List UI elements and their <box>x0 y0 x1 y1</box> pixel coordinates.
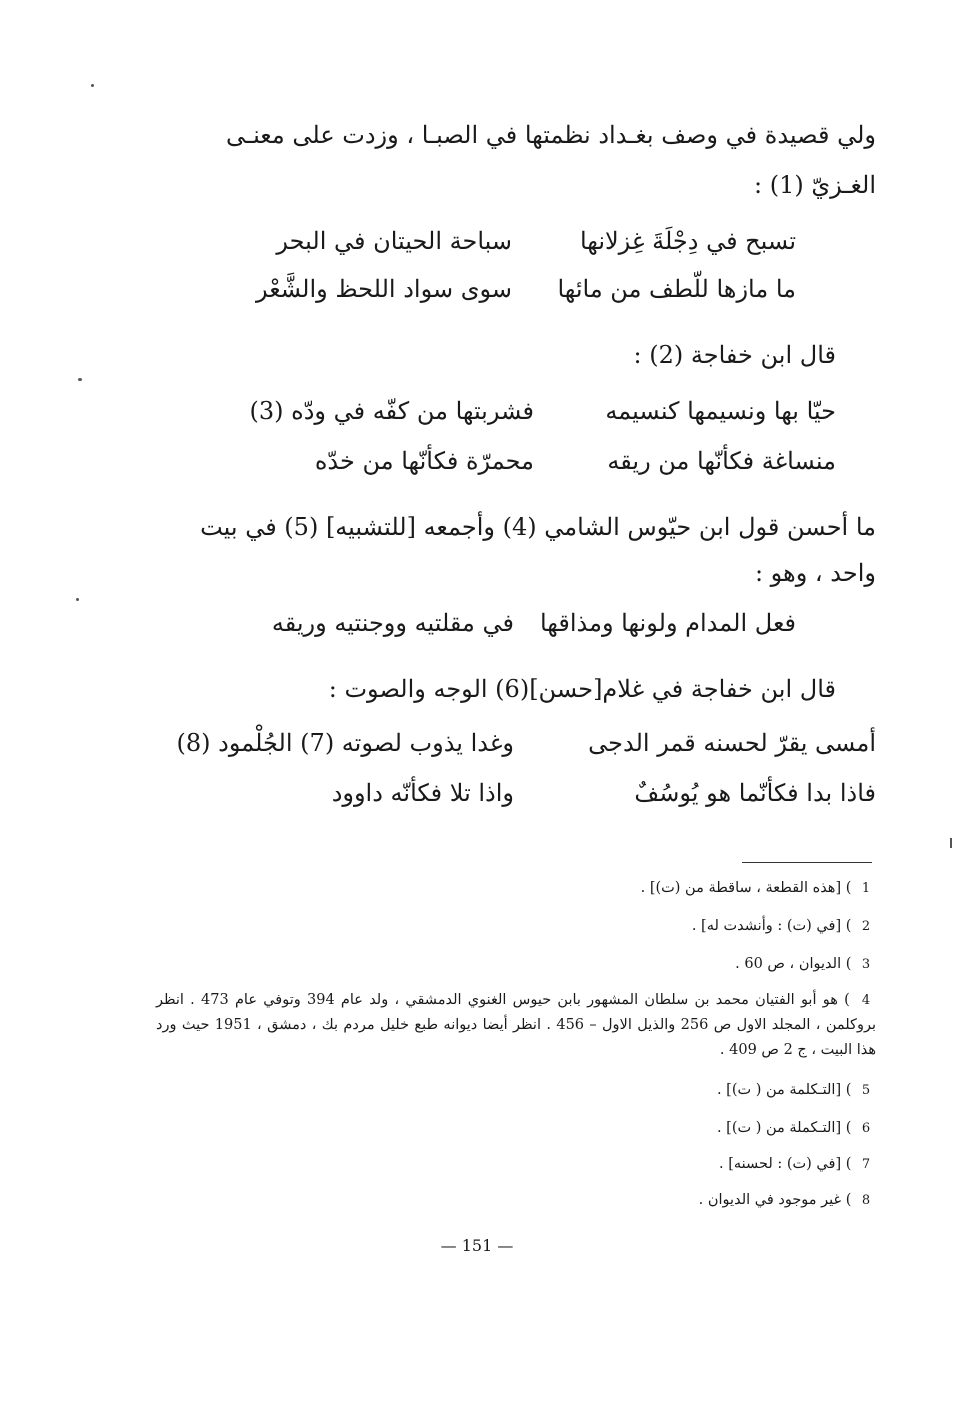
poem3-line1-hemistich-right: فعل المدام ولونها ومذاقها <box>539 609 796 637</box>
footnote-text: [هذه القطعة ، ساقطة من (ت)] . <box>640 880 842 896</box>
footnote-6: 6 ) [التـكملة من ( ت)] . <box>156 1116 876 1141</box>
footnote-separator <box>742 862 872 863</box>
footnote-text: هو أبو الفتيان محمد بن سلطان المشهور بابن حيوس الغنوي الدمشقي ، ولد عام 394 وتوفي عام 473 . انظر بروكلمن ، المجلد الاول ص 256 والذيل الاول – 456 . انظر أيضا ديوانه طبع خليل مردم بك ، دمشق ، 1951 حيث ورد هذا البيت ، ج 2 ص 409 . <box>156 992 876 1058</box>
scan-speck <box>76 598 79 601</box>
footnote-4: 4 ) هو أبو الفتيان محمد بن سلطان المشهور بابن حيوس الغنوي الدمشقي ، ولد عام 394 وتوفي عام 473 . انظر بروكلمن ، المجلد الاول ص 256 والذيل الاول – 456 . انظر أيضا ديوانه طبع خليل مردم بك ، دمشق ، 1951 حيث ورد هذا البيت ، ج 2 ص 409 . <box>156 988 876 1063</box>
para2-line-1: ما أحسن قول ابن حيّوس الشامي (4) وأجمعه [للتشبيه] (5) في بيت <box>200 513 876 541</box>
footnote-text: [التـكملة من ( ت)] . <box>716 1120 842 1136</box>
scan-speck <box>78 378 82 381</box>
poem1-line1-hemistich-left: سباحة الحيتان في البحر <box>276 227 512 255</box>
footnote-number: 6 <box>861 1121 871 1136</box>
footnote-number: 8 <box>861 1193 871 1208</box>
footnote-text: [التـكلمة من ( ت)] . <box>716 1082 842 1098</box>
footnote-text: الديوان ، ص 60 . <box>735 956 842 972</box>
footnote-number: 1 <box>861 881 871 896</box>
scan-speck <box>91 84 94 87</box>
intro-line-1: ولي قصيدة في وصف بغـداد نظمتها في الصبـا ، وزدت على معنـى <box>226 121 876 149</box>
poem1-line1-hemistich-right: تسبح في دِجْلَةَ غِزلانها <box>579 227 796 255</box>
footnote-2: 2 ) [في (ت) : وأنشدت له] . <box>156 914 876 939</box>
poem3-line1-hemistich-left: في مقلتيه ووجنتيه وريقه <box>271 609 514 637</box>
poem4-line1-hemistich-left: وغدا يذوب لصوته (7) الجُلْمود (8) <box>176 729 514 757</box>
intro-line-2: الغـزيّ (1) : <box>754 171 876 199</box>
page-number: — 151 — <box>440 1236 514 1255</box>
footnote-text: غير موجود في الديوان . <box>698 1192 842 1208</box>
scan-speck <box>950 838 952 848</box>
footnote-number: 5 <box>861 1083 871 1098</box>
footnote-text: [في (ت) : لحسنه] . <box>719 1156 842 1172</box>
footnote-text: [في (ت) : وأنشدت له] . <box>691 918 842 934</box>
footnote-3: 3 ) الديوان ، ص 60 . <box>156 952 876 977</box>
poem4-line1-hemistich-right: أمسى يقرّ لحسنه قمر الدجى <box>588 729 876 757</box>
footnote-1: 1 ) [هذه القطعة ، ساقطة من (ت)] . <box>156 876 876 901</box>
quote-ibn-khafaja-2: قال ابن خفاجة في غلام[حسن](6) الوجه والصوت : <box>328 675 836 703</box>
poem2-line1-hemistich-left: فشربتها من كفّه في ودّه (3) <box>249 397 534 425</box>
footnote-number: 7 <box>861 1157 871 1172</box>
footnote-number: 4 <box>861 993 871 1008</box>
poem1-line2-hemistich-right: ما مازها للّطف من مائها <box>557 275 796 303</box>
footnote-7: 7 ) [في (ت) : لحسنه] . <box>156 1152 876 1177</box>
poem2-line2-hemistich-right: منساغة فكأنّها من ريقه <box>607 447 836 475</box>
poem4-line2-hemistich-right: فاذا بدا فكأنّما هو يُوسُفٌ <box>634 779 876 807</box>
footnote-8: 8 ) غير موجود في الديوان . <box>156 1188 876 1213</box>
footnote-number: 3 <box>861 957 871 972</box>
footnote-number: 2 <box>861 919 871 934</box>
quote-ibn-khafaja-1: قال ابن خفاجة (2) : <box>633 341 836 369</box>
para2-line-2: واحد ، وهو : <box>754 559 876 587</box>
poem4-line2-hemistich-left: واذا تلا فكأنّه داوود <box>331 779 514 807</box>
poem2-line2-hemistich-left: محمرّة فكأنّها من خدّه <box>314 447 534 475</box>
poem2-line1-hemistich-right: حيّا بها ونسيمها كنسيمه <box>605 397 836 425</box>
footnote-5: 5 ) [التـكلمة من ( ت)] . <box>156 1078 876 1103</box>
poem1-line2-hemistich-left: سوى سواد اللحظ والشَّعْر <box>255 275 512 303</box>
